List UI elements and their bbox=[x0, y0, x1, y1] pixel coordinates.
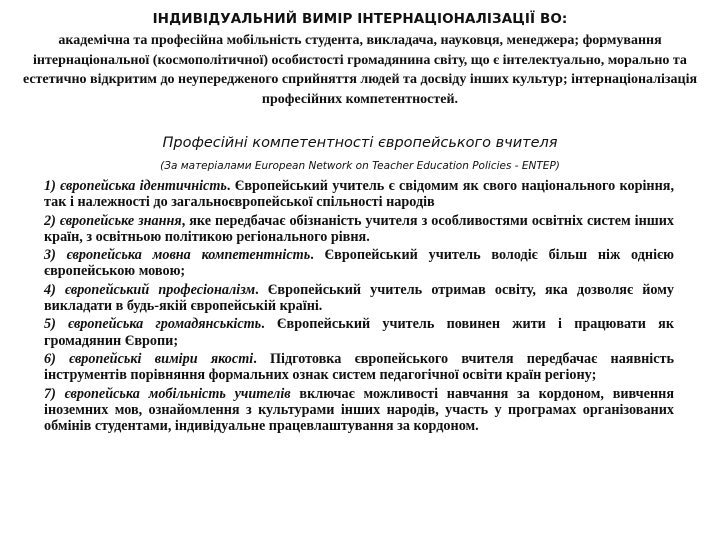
item-number: 2) bbox=[44, 212, 56, 229]
item-text: . Підготовка європейського вчителя передбачає наявність інструментів порівняння формальних ознак систем педагогічної освіти країн регіону; bbox=[44, 350, 675, 384]
list-item bbox=[44, 316, 674, 349]
item-term: європейські виміри якості bbox=[69, 350, 254, 367]
section-source: (За матеріалами European Network on Teacher Education Policies - ENTEP) bbox=[160, 160, 560, 172]
page-title: ІНДИВІДУАЛЬНИЙ ВИМІР ІНТЕРНАЦІОНАЛІЗАЦІЇ ВО: bbox=[152, 11, 568, 27]
intro-paragraph: академічна та професійна мобільність студента, викладача, науковця, менеджера; формування інтернаціональної (космополітичної) особистості громадянина світу, що є інтелектуально, морально та естетично відкритим до неупередженого сприйняття людей та досвіду інших культур; інтернаціоналізація професійних компетентностей. bbox=[22, 33, 698, 107]
item-text: . Європейський учитель отримав освіту, яка дозволяє йому викладати в будь-якій європейській країні. bbox=[44, 281, 674, 315]
item-text: . Європейський учитель володіє більш ніж однією європейською мовою; bbox=[44, 247, 675, 280]
list-item bbox=[44, 386, 674, 435]
list-item bbox=[44, 247, 674, 280]
item-term: європейське знання bbox=[59, 212, 182, 229]
item-number: 5) bbox=[44, 316, 56, 333]
item-term: європейська ідентичність bbox=[60, 178, 227, 194]
item-text: . Європейський учитель є свідомим як свого національного коріння, так і належності до загальноєвропейської спільності народів bbox=[44, 178, 675, 211]
list-item bbox=[44, 213, 674, 246]
competence-list bbox=[44, 178, 674, 436]
item-term: європейська мобільність учителів bbox=[64, 385, 291, 402]
item-term: європейський професіоналізм bbox=[64, 281, 256, 298]
item-number: 4) bbox=[44, 281, 56, 298]
item-text: включає можливості навчання за кордоном, вивчення іноземних мов, ознайомлення з культурами інших народів, участь у програмах організованих обмінів студентами, індивідуальне працевлаштування за кордоном. bbox=[44, 385, 674, 435]
item-number: 7) bbox=[44, 385, 56, 402]
item-number: 6) bbox=[44, 350, 56, 367]
section-title: Професійні компетентності європейського вчителя bbox=[162, 135, 558, 151]
item-number: 3) bbox=[44, 247, 56, 264]
item-text: , яке передбачає обізнаність учителя з особливостями освітніх систем інших країн, з освітньою політикою регіонального рівня. bbox=[44, 212, 675, 245]
list-item bbox=[44, 178, 674, 211]
item-term: європейська мовна компетентність bbox=[66, 247, 311, 264]
item-number: 1) bbox=[44, 178, 56, 194]
item-term: європейська громадянськість bbox=[68, 316, 262, 333]
list-item bbox=[44, 351, 674, 384]
list-item bbox=[44, 282, 674, 315]
item-text: . Європейський учитель повинен жити і працювати як громадянин Європи; bbox=[44, 316, 675, 349]
